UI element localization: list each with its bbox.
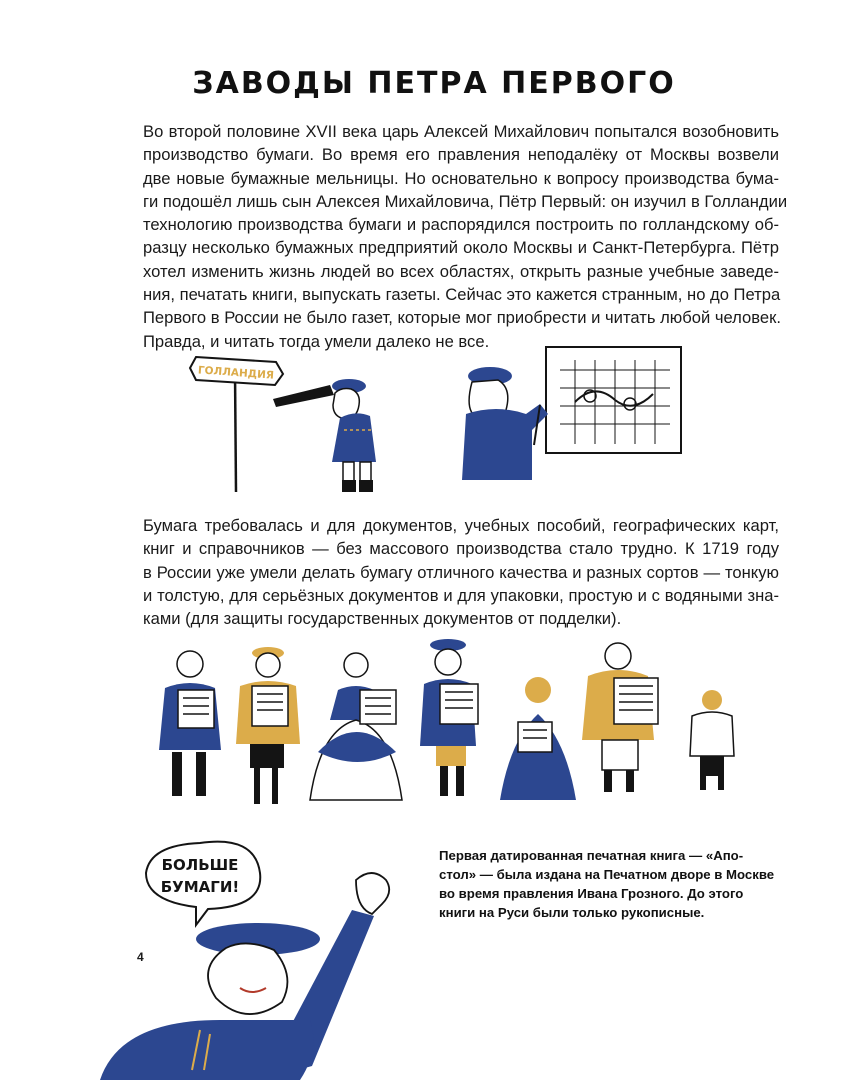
note-line: во время правления Ивана Грозного. До этого (439, 886, 744, 901)
page-number: 4 (137, 950, 144, 964)
reader-figure (159, 651, 221, 796)
peter-figure-illustration (100, 873, 389, 1080)
note-line: Первая датированная печатная книга — «Апо- (439, 848, 744, 863)
speech-line: БУМАГИ! (160, 878, 240, 896)
speech-line: БОЛЬШЕ (161, 856, 239, 874)
speech-bubble (146, 842, 260, 925)
signpost-label: ГОЛЛАНДИЯ (197, 364, 275, 382)
text-line: разцу несколько бумажных предприятий около Москвы и Санкт-Петербурга. Пётр (143, 238, 779, 258)
reader-figure (310, 653, 402, 800)
text-line: Первого в России не было газет, которые мог приобрести и читать любой человек. (143, 308, 781, 328)
reader-figure (500, 677, 576, 800)
reader-figure (582, 643, 658, 792)
text-line: производство бумаги. Во время его правления неподалёку от Москвы возвели (143, 145, 779, 165)
reader-figure (690, 690, 734, 790)
reader-figure (236, 647, 300, 804)
text-line: ками (для защиты государственных документов от подделки). (143, 609, 622, 629)
sidebar-note (439, 846, 779, 922)
map-figure-illustration (462, 347, 681, 480)
text-line: в России уже умели делать бумагу отличного качества и разных сортов — тонкую (143, 562, 779, 582)
reader-figure (420, 639, 478, 796)
text-line: Правда, и читать тогда умели далеко не все. (143, 331, 490, 351)
note-line: стол» — была издана на Печатном дворе в Москве (439, 867, 775, 882)
signpost-illustration (190, 357, 283, 492)
text-line: технологию производства бумаги и распорядился построить по голландскому об- (143, 215, 779, 235)
text-line: Во второй половине XVII века царь Алексей Михайлович попытался возобновить (143, 122, 779, 141)
text-line: книг и справочников — без массового производства стало трудно. К 1719 году (143, 539, 779, 559)
telescope-figure-illustration (273, 379, 376, 492)
text-line: две новые бумажные мельницы. Но основательно к вопросу производства бума- (143, 168, 779, 188)
text-line: хотел изменить жизнь людей во всех областях, открыть разные учебные заведе- (143, 261, 779, 281)
text-line: и толстую, для серьёзных документов и для упаковки, простую и с водяными зна- (143, 585, 779, 605)
paragraph-paper (143, 514, 779, 630)
page-title: ЗАВОДЫ ПЕТРА ПЕРВОГО (192, 66, 676, 101)
text-line: ги подошёл лишь сын Алексея Михайловича, Пётр Первый: он изучил в Голландии (143, 191, 788, 211)
readers-row-illustration (159, 639, 734, 804)
text-line: Бумага требовалась и для документов, учебных пособий, географических карт, (143, 516, 779, 535)
note-line: книги на Руси были только рукописные. (439, 905, 705, 920)
text-line: ния, печатать книги, выпускать газеты. Сейчас это кажется странным, но до Петра (143, 285, 781, 305)
